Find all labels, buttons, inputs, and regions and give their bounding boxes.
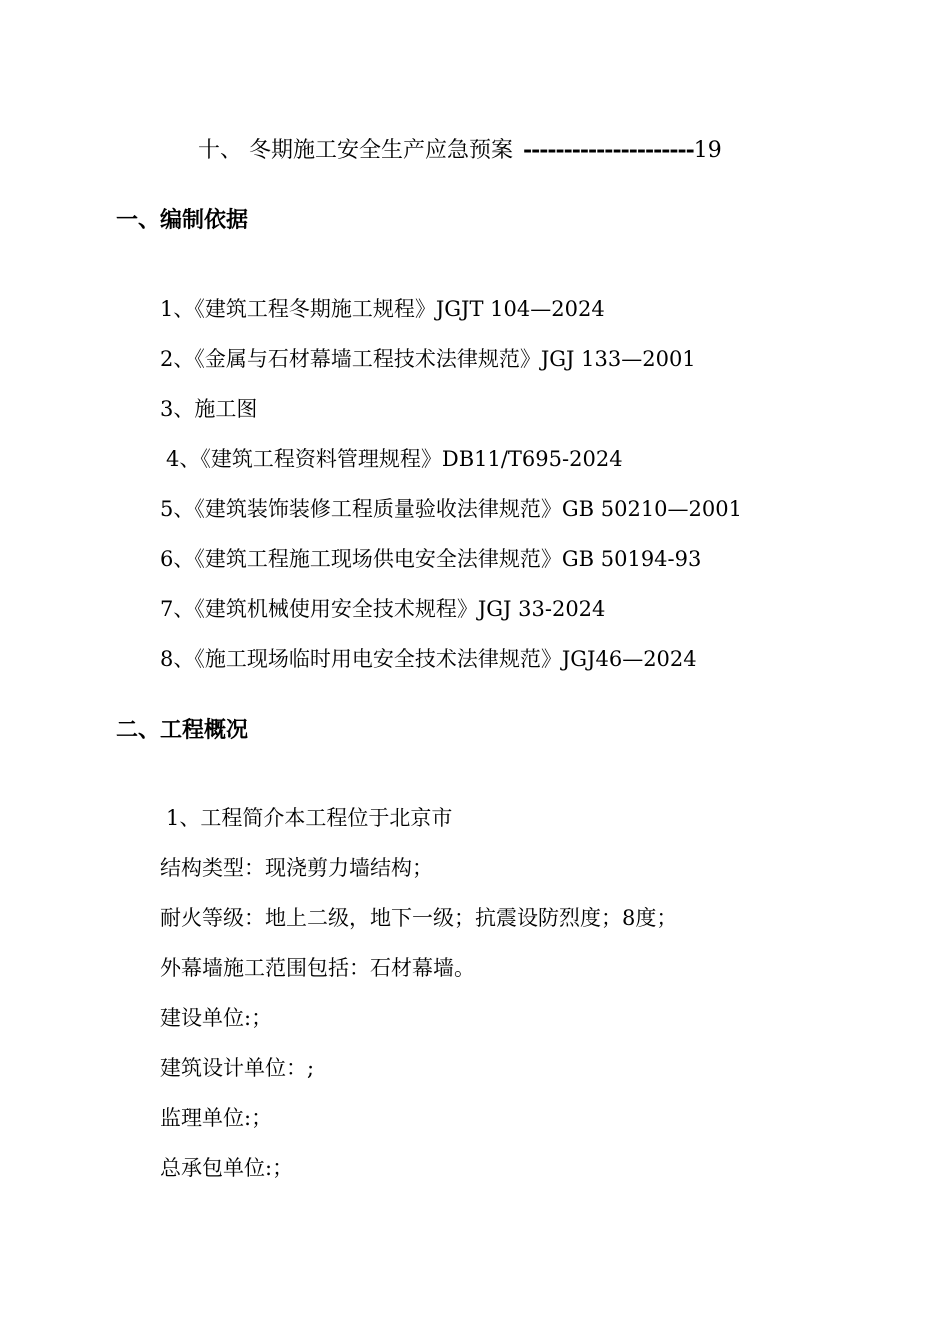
overview-line-6: 建筑设计单位：; — [160, 1056, 315, 1080]
basis-item-4: 4、《建筑工程资料管理规程》DB11/T695-2024 — [166, 447, 623, 471]
overview-line-2: 结构类型：现浇剪力墙结构； — [160, 856, 433, 880]
basis-item-3: 3、施工图 — [160, 397, 258, 421]
section-heading-basis: 一、编制依据 — [116, 207, 249, 233]
basis-item-2: 2、《金属与石材幕墙工程技术法律规范》JGJ 133—2001 — [160, 347, 696, 371]
overview-line-7: 监理单位:； — [160, 1106, 273, 1130]
toc-entry-title: 十、 冬期施工安全生产应急预案 — [198, 138, 513, 163]
section-heading-overview: 二、工程概况 — [116, 717, 249, 743]
toc-leader-dots: --------------------- — [523, 137, 694, 163]
toc-page-number: 19 — [693, 138, 722, 163]
overview-line-8: 总承包单位:； — [160, 1156, 294, 1180]
basis-item-6: 6、《建筑工程施工现场供电安全法律规范》GB 50194-93 — [160, 547, 702, 571]
overview-line-3: 耐火等级：地上二级，地下一级；抗震设防烈度；8度； — [160, 906, 678, 930]
overview-line-1: 1、工程简介本工程位于北京市 — [166, 806, 453, 830]
overview-line-5: 建设单位:； — [160, 1006, 273, 1030]
basis-item-5: 5、《建筑装饰装修工程质量验收法律规范》GB 50210—2001 — [160, 497, 742, 521]
overview-line-4: 外幕墙施工范围包括：石材幕墙。 — [160, 956, 475, 980]
basis-item-7: 7、《建筑机械使用安全技术规程》JGJ 33-2024 — [160, 597, 606, 621]
toc-entry — [198, 133, 722, 168]
basis-item-8: 8、《施工现场临时用电安全技术法律规范》JGJ46—2024 — [160, 647, 697, 671]
basis-item-1: 1、《建筑工程冬期施工规程》JGJT 104—2024 — [160, 297, 605, 321]
